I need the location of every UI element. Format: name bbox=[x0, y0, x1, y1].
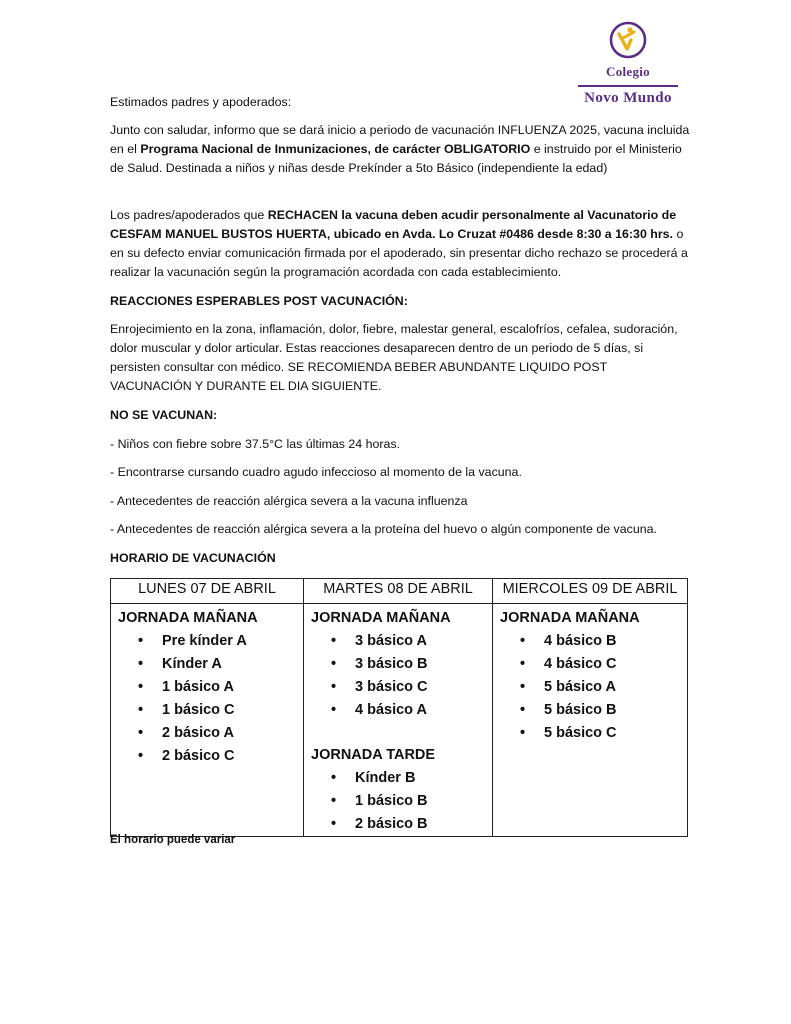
list-item: • 1 básico C bbox=[138, 702, 235, 718]
list-item: • Kínder B bbox=[331, 770, 416, 786]
list-item: • 4 básico A bbox=[331, 702, 427, 718]
list-item: • 4 básico B bbox=[520, 633, 617, 649]
no-vaccinate-item: - Antecedentes de reacción alérgica severa a la proteína del huevo o algún componente de vacuna. bbox=[110, 522, 657, 536]
intro-paragraph: Junto con saludar, informo que se dará inicio a periodo de vacunación INFLUENZA 2025, vacuna incluida en el Programa Nacional de Inmunizaciones, de carácter OBLIGATORIO e instruido por el Ministerio de Salud. Destinada a niños y niñas desde Prekínder a 5to Básico (independiente la edad) bbox=[110, 123, 690, 175]
rejection-paragraph: Los padres/apoderados que RECHACEN la vacuna deben acudir personalmente al Vacunatorio de CESFAM MANUEL BUSTOS HUERTA, ubicado en Avda. Lo Cruzat #0486 desde 8:30 a 16:30 hrs. o en su defecto enviar comunicación firmada por el apoderado, sin presentar dicho rechazo se procederá a realizar la vacunación según la programación acordada con cada establecimiento. bbox=[110, 208, 688, 279]
afternoon-label: JORNADA TARDE bbox=[311, 747, 436, 763]
list-item: • 5 básico C bbox=[520, 725, 617, 741]
schedule-footnote: El horario puede variar bbox=[110, 834, 236, 846]
morning-label: JORNADA MAÑANA bbox=[311, 610, 451, 626]
list-item: • 2 básico C bbox=[138, 748, 235, 764]
no-vaccinate-item: - Antecedentes de reacción alérgica severa a la vacuna influenza bbox=[110, 494, 468, 508]
no-vaccinate-item: - Encontrarse cursando cuadro agudo infeccioso al momento de la vacuna. bbox=[110, 465, 522, 479]
column-header-monday: LUNES 07 DE ABRIL bbox=[111, 579, 304, 604]
list-item: • 5 básico B bbox=[520, 702, 617, 718]
list-item: • 4 básico C bbox=[520, 656, 617, 672]
schedule-cell-wednesday bbox=[493, 604, 688, 837]
schedule-cell-monday bbox=[111, 604, 304, 837]
list-item: • 5 básico A bbox=[520, 679, 616, 695]
logo-divider bbox=[578, 85, 678, 87]
logo-text-school-name: Novo Mundo bbox=[584, 90, 672, 106]
list-item: • 1 básico A bbox=[138, 679, 234, 695]
morning-grade-list bbox=[500, 630, 681, 745]
schedule-header-row bbox=[111, 579, 688, 604]
no-vaccinate-heading: NO SE VACUNAN: bbox=[110, 408, 218, 422]
greeting: Estimados padres y apoderados: bbox=[110, 95, 292, 109]
list-item: • 3 básico A bbox=[331, 633, 427, 649]
schedule-table bbox=[110, 578, 688, 837]
list-item: • 1 básico B bbox=[331, 793, 428, 809]
list-item: • 3 básico C bbox=[331, 679, 428, 695]
morning-grade-list bbox=[311, 630, 486, 722]
list-item: • 2 básico B bbox=[331, 816, 428, 832]
column-header-tuesday: MARTES 08 DE ABRIL bbox=[304, 579, 493, 604]
morning-label: JORNADA MAÑANA bbox=[500, 610, 640, 626]
list-item: • Kínder A bbox=[138, 656, 222, 672]
schedule-cell-tuesday bbox=[304, 604, 493, 837]
morning-label: JORNADA MAÑANA bbox=[118, 610, 258, 626]
schedule-body-row bbox=[111, 604, 688, 837]
schedule-heading: HORARIO DE VACUNACIÓN bbox=[110, 551, 276, 565]
reactions-heading: REACCIONES ESPERABLES POST VACUNACIÓN: bbox=[110, 294, 408, 308]
logo-emblem-icon bbox=[608, 20, 648, 60]
morning-grade-list bbox=[118, 630, 297, 768]
reactions-paragraph: Enrojecimiento en la zona, inflamación, dolor, fiebre, malestar general, escalofríos, cefalea, sudoración, dolor muscular y dolor articular. Estas reacciones desaparecen dentro de un periodo de 5 días, si persisten consultar con médico. SE RECOMIENDA BEBER ABUNDANTE LIQUIDO POST VACUNACIÓN Y DURANTE EL DIA SIGUIENTE. bbox=[110, 322, 678, 393]
list-item: • 3 básico B bbox=[331, 656, 428, 672]
list-item: • Pre kínder A bbox=[138, 633, 247, 649]
afternoon-grade-list bbox=[311, 767, 486, 836]
column-header-wednesday: MIERCOLES 09 DE ABRIL bbox=[493, 579, 688, 604]
list-item: • 2 básico A bbox=[138, 725, 234, 741]
no-vaccinate-item: - Niños con fiebre sobre 37.5°C las últimas 24 horas. bbox=[110, 437, 401, 451]
logo-text-colegio: Colegio bbox=[606, 64, 650, 79]
